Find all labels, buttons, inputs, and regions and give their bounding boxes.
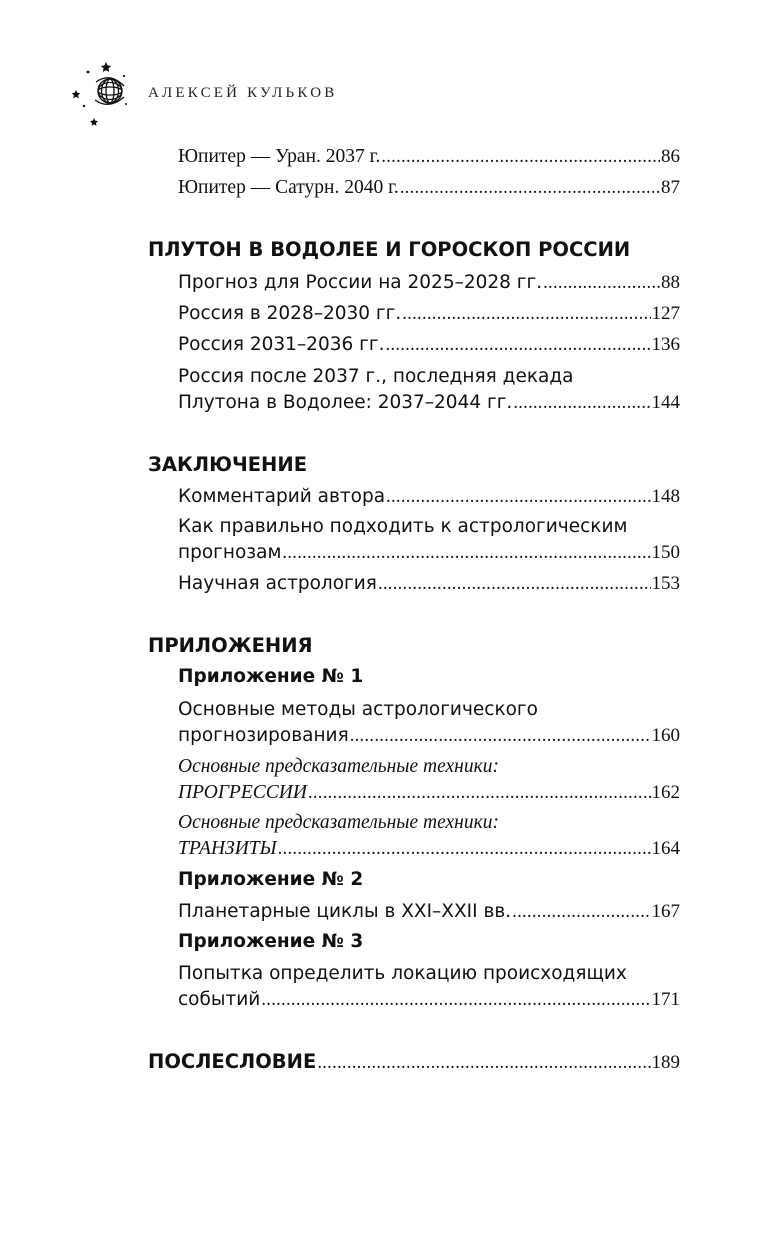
toc-entry-title: ТРАНЗИТЫ	[178, 838, 277, 859]
toc-entry[interactable]	[178, 899, 680, 925]
leader-dots	[381, 144, 660, 170]
toc-entry-title: Научная астрология	[178, 573, 377, 594]
starry-globe-icon	[68, 58, 132, 130]
leader-dots	[512, 899, 650, 925]
toc-entry-title: Плутона в Водолее: 2037–2044 гг.	[178, 392, 513, 413]
toc-entry-title: Юпитер — Уран. 2037 г.	[178, 146, 381, 167]
toc-entry[interactable]	[178, 364, 680, 416]
toc-entry-title-line1: Основные предсказательные техники:	[178, 812, 499, 833]
toc-entry[interactable]	[178, 754, 680, 806]
toc-entry[interactable]	[178, 270, 680, 296]
toc-entry[interactable]	[178, 484, 680, 510]
toc-entry-page: 150	[651, 542, 680, 563]
toc-entry[interactable]	[178, 332, 680, 358]
toc-entry[interactable]	[178, 697, 680, 749]
toc-entry-title: Россия в 2028–2030 гг.	[178, 303, 402, 324]
leader-dots	[350, 723, 651, 749]
toc-entry-page: 160	[651, 725, 680, 746]
appendix-1-title[interactable]: Приложение № 1	[178, 666, 364, 687]
leader-dots	[378, 571, 651, 597]
section-title-pluto[interactable]: ПЛУТОН В ВОДОЛЕЕ И ГОРОСКОП РОССИИ	[148, 238, 631, 261]
toc-entry-page: 148	[651, 486, 680, 507]
leader-dots	[513, 390, 650, 416]
toc-entry-title: Россия 2031–2036 гг.	[178, 334, 385, 355]
toc-entry[interactable]	[178, 175, 680, 201]
toc-entry-page: 189	[651, 1052, 680, 1073]
toc-entry[interactable]	[178, 144, 680, 170]
leader-dots	[543, 270, 660, 296]
toc-entry-title-line1: Попытка определить локацию происходящих	[178, 963, 627, 984]
leader-dots	[317, 1050, 650, 1076]
toc-entry-page: 86	[661, 146, 680, 167]
toc-entry[interactable]	[178, 571, 680, 597]
toc-entry-afterword[interactable]	[148, 1049, 680, 1076]
appendix-2-title[interactable]: Приложение № 2	[178, 869, 364, 890]
section-title-appendices[interactable]: ПРИЛОЖЕНИЯ	[148, 634, 313, 657]
leader-dots	[308, 780, 651, 806]
leader-dots	[385, 332, 650, 358]
toc-entry-page: 127	[651, 303, 680, 324]
appendix-3-title[interactable]: Приложение № 3	[178, 931, 364, 952]
toc-entry-title: Прогноз для России на 2025–2028 гг.	[178, 272, 543, 293]
toc-entry-title-line1: Основные методы астрологического	[178, 699, 538, 720]
leader-dots	[278, 836, 651, 862]
toc-entry-page: 171	[651, 989, 680, 1010]
leader-dots	[400, 175, 660, 201]
toc-entry-title: Юпитер — Сатурн. 2040 г.	[178, 177, 399, 198]
toc-entry-title: прогнозам	[178, 542, 282, 563]
section-title-conclusion[interactable]: ЗАКЛЮЧЕНИЕ	[148, 453, 308, 476]
toc-entry[interactable]	[178, 301, 680, 327]
toc-entry-title-line1: Основные предсказательные техники:	[178, 756, 499, 777]
toc-entry-title: Комментарий автора	[178, 486, 386, 507]
toc-entry-title-line1: Как правильно подходить к астрологическим	[178, 516, 628, 537]
toc-entry-page: 167	[651, 901, 680, 922]
toc-entry-page: 136	[651, 334, 680, 355]
leader-dots	[402, 301, 650, 327]
leader-dots	[261, 987, 650, 1013]
toc-entry-title: Планетарные циклы в XXI–XXII вв.	[178, 901, 512, 922]
toc-entry[interactable]	[178, 514, 680, 566]
toc-entry-page: 153	[651, 573, 680, 594]
toc-entry-page: 88	[661, 272, 680, 293]
toc-entry-page: 87	[661, 177, 680, 198]
toc-entry-title-line1: Россия после 2037 г., последняя декада	[178, 366, 574, 387]
toc-entry-page: 162	[651, 782, 680, 803]
toc-entry-title: событий	[178, 989, 261, 1010]
toc-entry-title: ПРОГРЕССИИ	[178, 782, 307, 803]
leader-dots	[282, 540, 650, 566]
toc-entry-page: 164	[651, 838, 680, 859]
leader-dots	[386, 484, 650, 510]
toc-entry[interactable]	[178, 810, 680, 862]
toc-entry[interactable]	[178, 961, 680, 1013]
toc-entry-title: ПОСЛЕСЛОВИЕ	[148, 1050, 317, 1073]
running-header-author: АЛЕКСЕЙ КУЛЬКОВ	[148, 85, 338, 101]
toc-entry-page: 144	[651, 392, 680, 413]
toc-entry-title: прогнозирования	[178, 725, 349, 746]
